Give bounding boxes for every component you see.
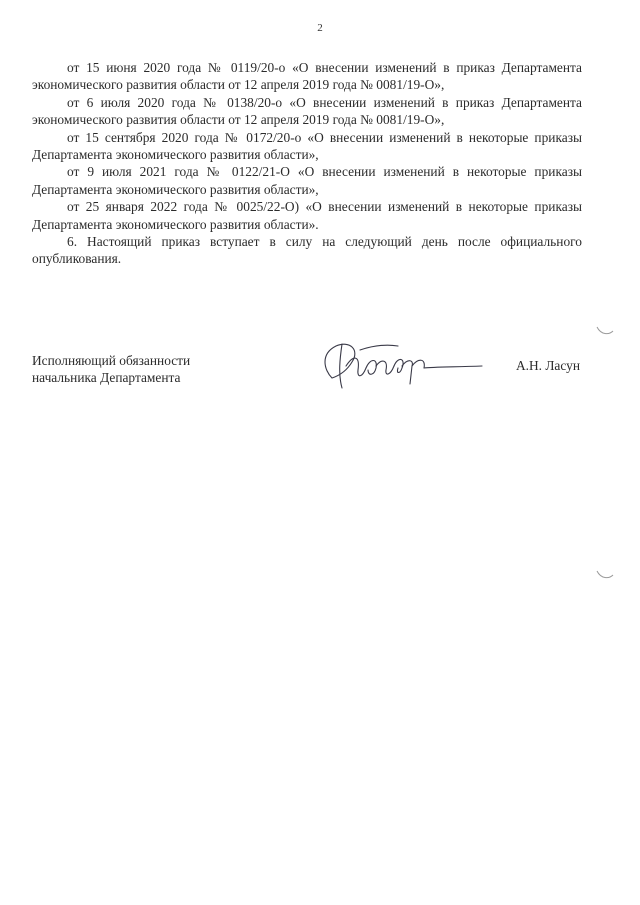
signatory-title (32, 352, 190, 387)
punch-hole-mark-lower (596, 570, 614, 580)
handwritten-signature (302, 336, 492, 396)
signatory-title-line-1: Исполняющий обязанности (32, 353, 191, 368)
paragraph-amendment-2: от 6 июля 2020 года № 0138/20-о «О внесении изменений в приказ Департамента экономического развития области от 12 апреля 2019 года № 0081/19-О», (32, 94, 582, 128)
punch-hole-mark-upper (596, 326, 614, 336)
paragraph-amendment-5: от 25 января 2022 года № 0025/22-О) «О внесении изменений в некоторые приказы Департамента экономического развития области». (32, 199, 582, 232)
signatory-title-line-2: начальника Департамента (32, 370, 181, 386)
paragraph-amendment-4: от 9 июля 2021 года № 0122/21-О «О внесении изменений в некоторые приказы Департамента экономического развития области», (32, 164, 582, 197)
signatory-name: А.Н. Ласун (515, 358, 580, 373)
paragraph-effective-date: 6. Настоящий приказ вступает в силу на следующий день после официального опубликования. (32, 234, 582, 267)
document-body (32, 59, 582, 268)
page-number: 2 (317, 22, 323, 34)
paragraph-amendment-3: от 15 сентября 2020 года № 0172/20-о «О внесении изменений в некоторые приказы Департамента экономического развития области», (32, 129, 582, 163)
paragraph-amendment-1: от 15 июня 2020 года № 0119/20-о «О внесении изменений в приказ Департамента экономического развития области от 12 апреля 2019 года № 0081/19-О», (32, 60, 582, 93)
signature-block (32, 352, 592, 412)
